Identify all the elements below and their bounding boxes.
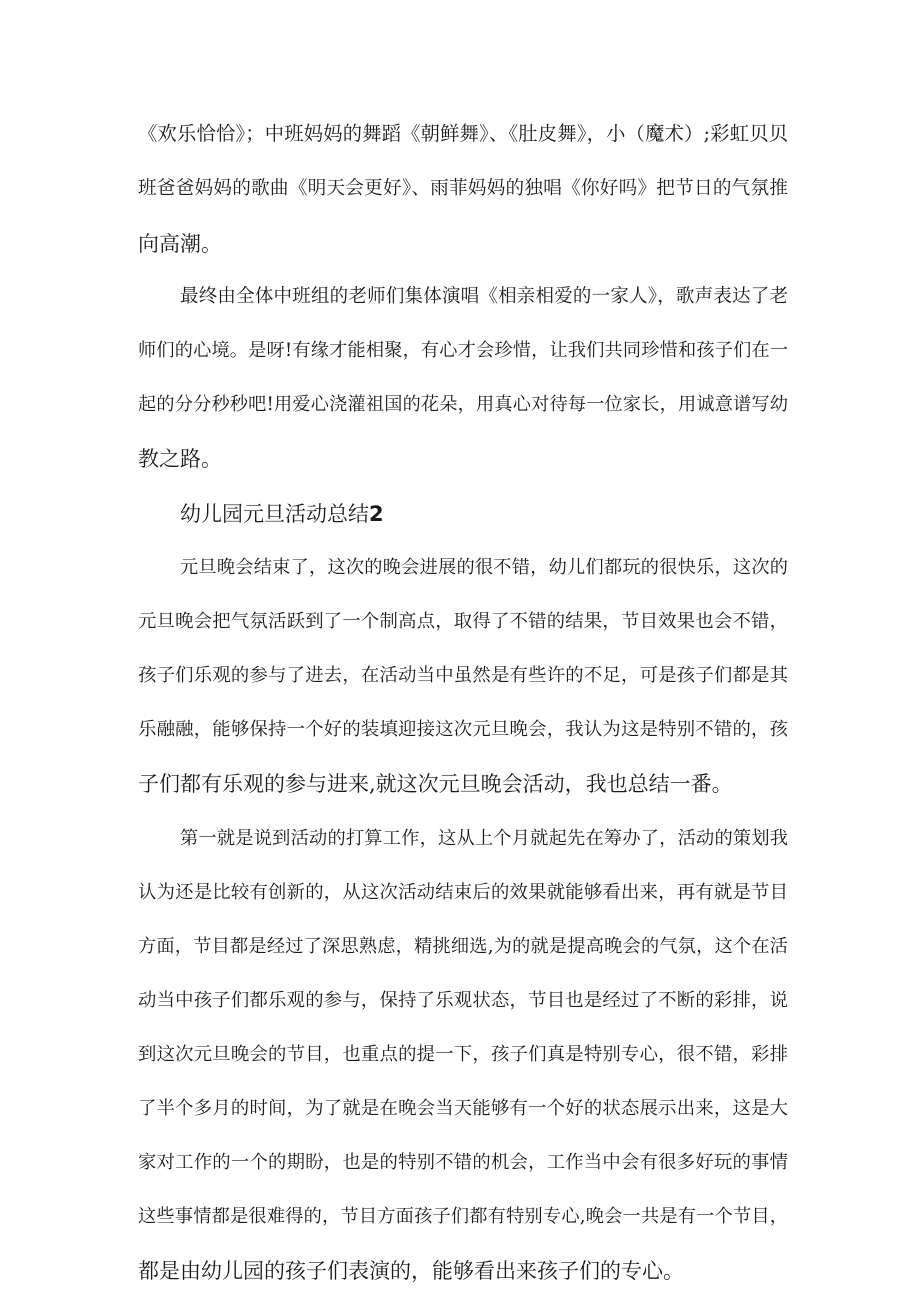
section-heading-text: 幼儿园元旦活动总结 — [180, 502, 369, 526]
paragraph-2-line-3: 起的分分秒秒吧!用爱心浇灌祖国的花朵，用真心对待每一位家长，用诚意谱写幼 — [138, 394, 788, 415]
paragraph-4-line-7: 家对工作的一个的期盼，也是的特别不错的机会，工作当中会有很多好玩的事情 — [138, 1152, 788, 1173]
paragraph-3-line-4: 乐融融，能够保持一个好的装填迎接这次元旦晚会，我认为这是特别不错的，孩 — [138, 719, 788, 740]
paragraph-4-line-8: 这些事情都是很难得的，节目方面孩子们都有特别专心,晚会一共是有一个节目， — [138, 1206, 788, 1227]
paragraph-4-line-4: 动当中孩子们都乐观的参与，保持了乐观状态，节目也是经过了不断的彩排，说 — [138, 990, 788, 1011]
paragraph-3-line-2: 元旦晚会把气氛活跃到了一个制高点，取得了不错的结果，节目效果也会不错， — [138, 611, 788, 632]
paragraph-4-line-9: 都是由幼儿园的孩子们表演的，能够看出来孩子们的专心。 — [138, 1259, 684, 1283]
paragraph-3-line-3: 孩子们乐观的参与了进去，在活动当中虽然是有些许的不足，可是孩子们都是其 — [138, 665, 788, 686]
paragraph-3-line-1: 元旦晚会结束了，这次的晚会进展的很不错，幼儿们都玩的很快乐，这次的 — [180, 557, 788, 578]
paragraph-4-line-2: 认为还是比较有创新的，从这次活动结束后的效果就能够看出来，再有就是节目 — [138, 882, 788, 903]
paragraph-3-line-5: 子们都有乐观的参与进来,就这次元旦晚会活动，我也总结一番。 — [138, 772, 733, 796]
paragraph-1-line-2: 班爸爸妈妈的歌曲《明天会更好》、雨菲妈妈的独唱《你好吗》把节日的气氛推 — [138, 178, 788, 199]
paragraph-4-line-5: 到这次元旦晚会的节目，也重点的提一下，孩子们真是特别专心，很不错，彩排 — [138, 1044, 788, 1065]
paragraph-2-line-1: 最终由全体中班组的老师们集体演唱《相亲相爱的一家人》，歌声表达了老 — [180, 286, 788, 307]
section-heading — [180, 500, 384, 528]
paragraph-2-line-2: 师们的心境。是呀!有缘才能相聚，有心才会珍惜，让我们共同珍惜和孩子们在一 — [138, 340, 788, 361]
paragraph-4-line-3: 方面，节目都是经过了深思熟虑，精挑细选,为的就是提高晚会的气氛，这个在活 — [138, 936, 788, 957]
section-heading-number: 2 — [369, 502, 384, 526]
paragraph-1-line-3: 向高潮。 — [138, 232, 222, 256]
paragraph-4-line-6: 了半个多月的时间，为了就是在晚会当天能够有一个好的状态展示出来，这是大 — [138, 1098, 788, 1119]
paragraph-2-line-4: 教之路。 — [138, 447, 222, 471]
paragraph-1-line-1: 《欢乐恰恰》；中班妈妈的舞蹈《朝鲜舞》、《肚皮舞》，小（魔术）;彩虹贝贝 — [138, 122, 788, 145]
paragraph-4-line-1: 第一就是说到活动的打算工作，这从上个月就起先在筹办了，活动的策划我 — [180, 828, 788, 849]
